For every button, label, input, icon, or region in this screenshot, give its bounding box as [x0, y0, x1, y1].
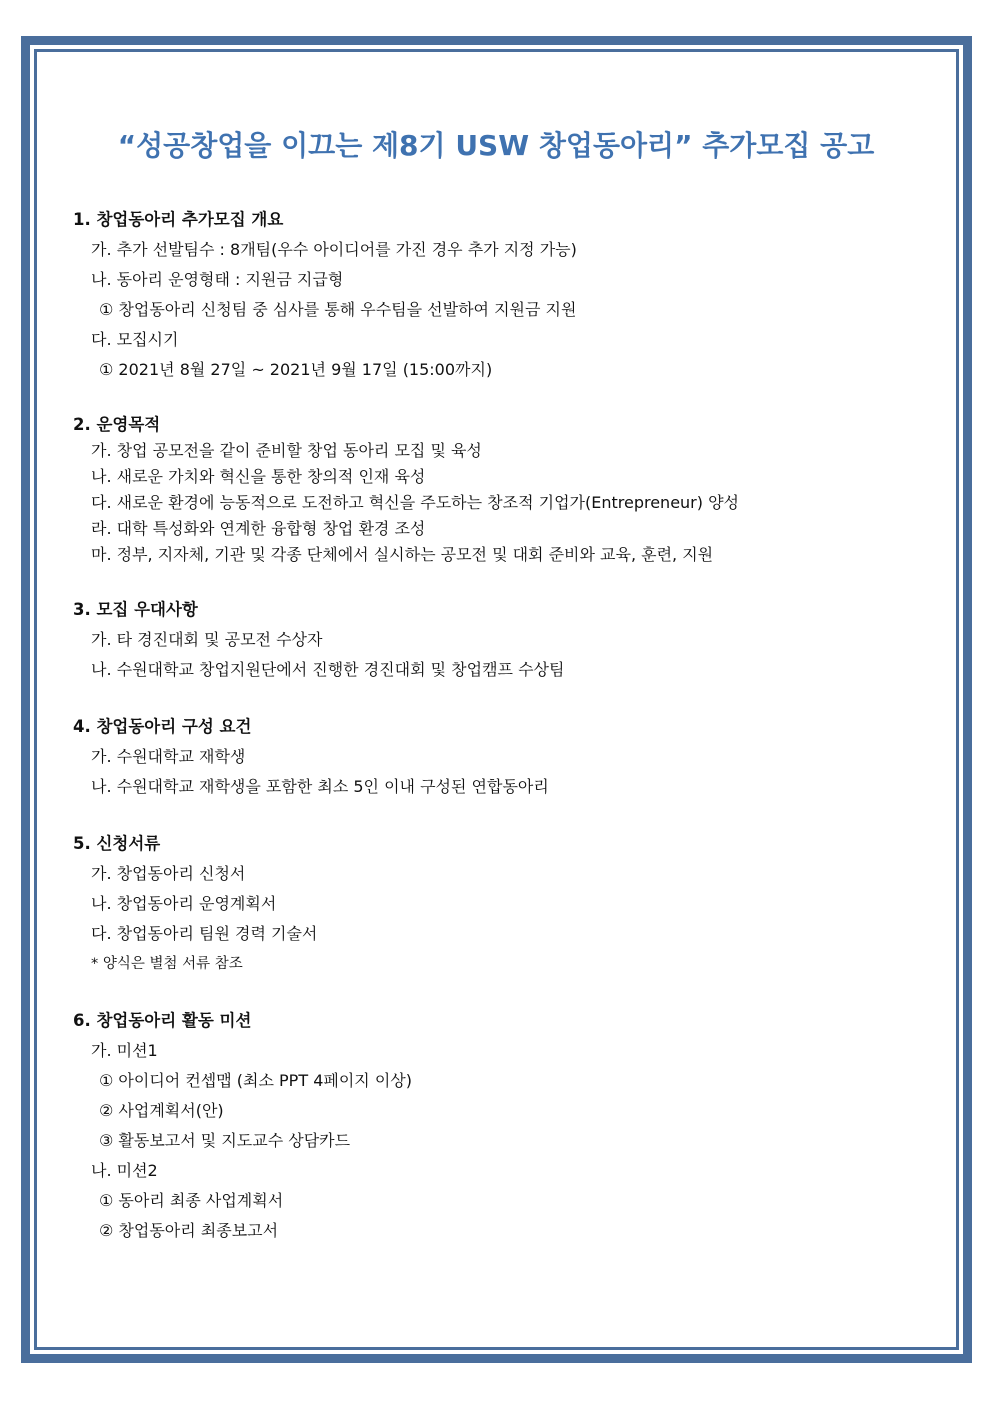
list-item: 가. 추가 선발팀수 : 8개팀(우수 아이디어를 가진 경우 추가 지정 가능)	[91, 240, 577, 259]
list-item: 다. 모집시기	[91, 330, 179, 349]
list-item: 나. 동아리 운영형태 : 지원금 지급형	[91, 270, 344, 289]
list-item: 가. 미션1	[91, 1041, 158, 1060]
sub-item: ② 창업동아리 최종보고서	[99, 1221, 279, 1240]
list-item: 나. 수원대학교 재학생을 포함한 최소 5인 이내 구성된 연합동아리	[91, 777, 549, 796]
sub-item: ③ 활동보고서 및 지도교수 상담카드	[99, 1131, 351, 1150]
section-heading: 6. 창업동아리 활동 미션	[73, 1011, 252, 1030]
section-heading: 4. 창업동아리 구성 요건	[73, 717, 252, 736]
sub-item: ① 아이디어 컨셉맵 (최소 PPT 4페이지 이상)	[99, 1071, 412, 1090]
list-item: 나. 새로운 가치와 혁신을 통한 창의적 인재 육성	[91, 467, 426, 486]
section-heading: 2. 운영목적	[73, 415, 161, 434]
list-item: 라. 대학 특성화와 연계한 융합형 창업 환경 조성	[91, 519, 426, 538]
list-item: 다. 새로운 환경에 능동적으로 도전하고 혁신을 주도하는 창조적 기업가(Entrepreneur) 양성	[91, 493, 740, 512]
section-heading: 1. 창업동아리 추가모집 개요	[73, 210, 284, 229]
section-heading: 3. 모집 우대사항	[73, 600, 198, 619]
list-item: 가. 창업동아리 신청서	[91, 864, 246, 883]
list-item: 가. 수원대학교 재학생	[91, 747, 246, 766]
list-item: 나. 미션2	[91, 1161, 158, 1180]
section-preferences	[73, 595, 933, 685]
document-title: “성공창업을 이끄는 제8기 USW 창업동아리” 추가모집 공고	[117, 129, 875, 162]
list-item: 나. 수원대학교 창업지원단에서 진행한 경진대회 및 창업캠프 수상팀	[91, 660, 565, 679]
sub-item: ② 사업계획서(안)	[99, 1101, 224, 1120]
list-item: 가. 창업 공모전을 같이 준비할 창업 동아리 모집 및 육성	[91, 441, 482, 460]
sub-item: ① 동아리 최종 사업계획서	[99, 1191, 284, 1210]
list-item: 나. 창업동아리 운영계획서	[91, 894, 277, 913]
list-item: 마. 정부, 지자체, 기관 및 각종 단체에서 실시하는 공모전 및 대회 준비와 교육, 훈련, 지원	[91, 545, 714, 564]
section-heading: 5. 신청서류	[73, 834, 161, 853]
section-missions	[73, 1006, 933, 1246]
section-overview	[73, 205, 933, 385]
list-item: 다. 창업동아리 팀원 경력 기술서	[91, 924, 318, 943]
list-item: 가. 타 경진대회 및 공모전 수상자	[91, 630, 323, 649]
section-requirements	[73, 712, 933, 802]
note-text: * 양식은 별첨 서류 참조	[91, 956, 243, 972]
document-body	[73, 205, 933, 1273]
section-purpose	[73, 412, 933, 568]
sub-item: ① 창업동아리 신청팀 중 심사를 통해 우수팀을 선발하여 지원금 지원	[99, 300, 577, 319]
sub-item: ① 2021년 8월 27일 ~ 2021년 9월 17일 (15:00까지)	[99, 360, 493, 379]
section-documents	[73, 829, 933, 979]
